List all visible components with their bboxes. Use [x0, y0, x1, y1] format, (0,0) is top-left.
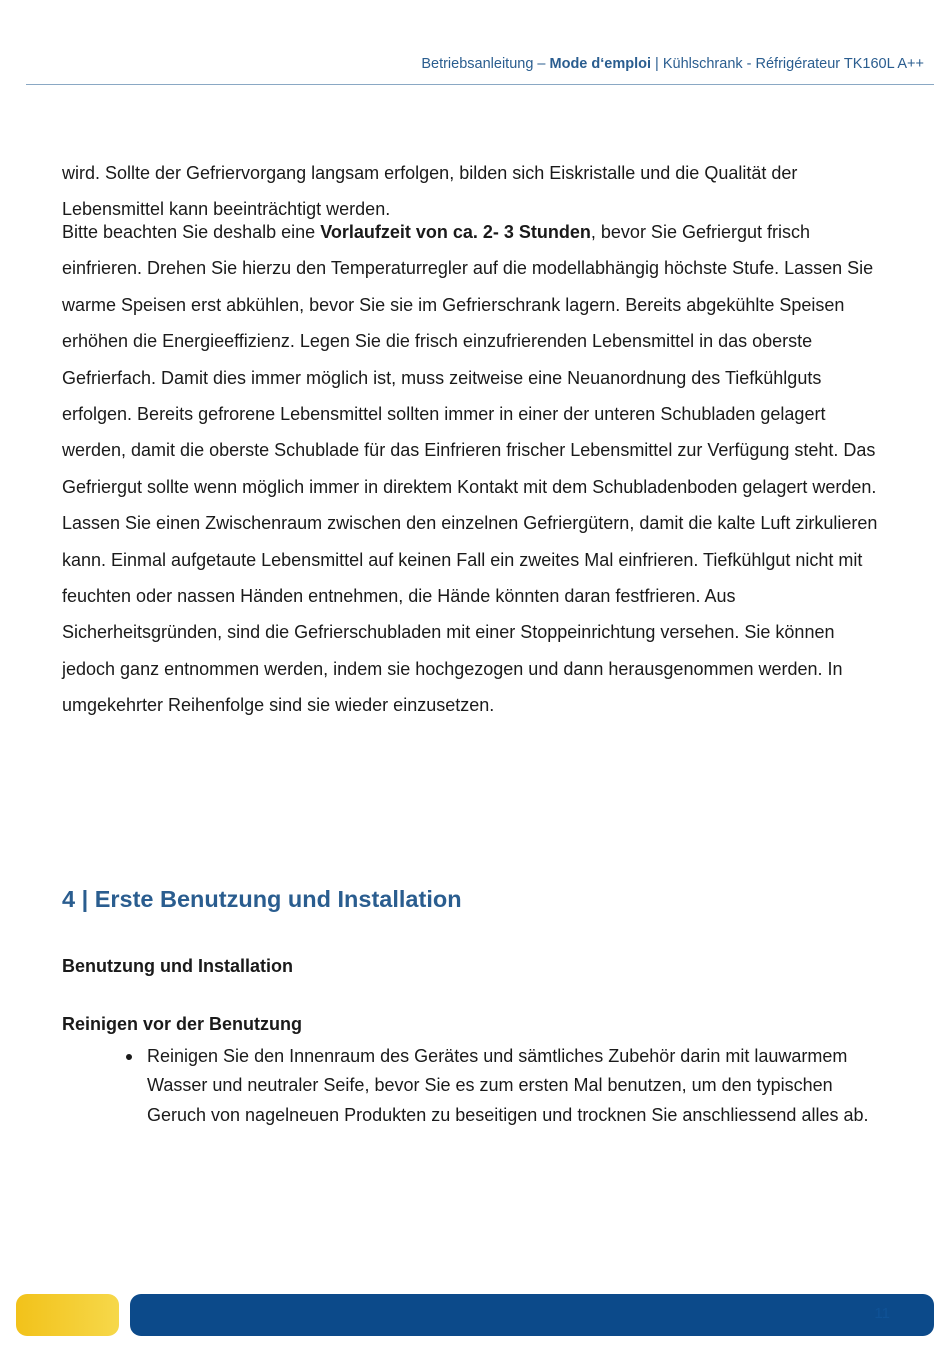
bullet-list — [122, 1042, 882, 1130]
body-paragraph-1: wird. Sollte der Gefriervorgang langsam erfolgen, bilden sich Eiskristalle und die Qualität der Lebensmittel kann beeinträchtigt werden. — [62, 163, 798, 220]
page-number: 11 — [874, 1305, 890, 1322]
header-rule — [26, 84, 934, 85]
body-paragraph-2 — [62, 214, 892, 724]
list-item-text: Reinigen Sie den Innenraum des Gerätes und sämtliches Zubehör darin mit lauwarmem Wasser und neutraler Seife, bevor Sie es zum ersten Mal benutzen, um den typischen Geruch von nagelneuen Produkten zu beseitigen und trocknen Sie anschliessend alles ab. — [147, 1046, 869, 1125]
list-item — [122, 1042, 882, 1130]
footer-blue-bar — [130, 1294, 934, 1336]
section-heading: 4 | Erste Benutzung und Installation — [62, 886, 462, 912]
bullet-icon — [126, 1054, 132, 1060]
header-title-bold: Mode d‘emploi — [549, 56, 652, 72]
paragraph-2-rest: , bevor Sie Gefriergut frisch einfrieren. Drehen Sie hierzu den Temperaturregler auf die modellabhängig höchste Stufe. Lassen Sie warme Speisen erst abkühlen, bevor Sie sie im Gefrierschrank lagern. Bereits abgekühlte Speisen erhöhen die Energieeffizienz. Legen Sie die frisch einzufrierenden Lebensmittel in das oberste Gefrierfach. Damit dies immer möglich ist, muss zeitweise eine Neuanordnung des Tiefkühlguts erfolgen. Bereits gefrorene Lebensmittel sollten immer in einer der unteren Schubladen gelagert werden, damit die oberste Schublade für das Einfrieren frischer Lebensmittel zur Verfügung steht. Das Gefriergut sollte wenn möglich immer in direktem Kontakt mit dem Schubladenboden gelagert werden. Lassen Sie einen Zwischenraum zwischen den einzelnen Gefriergütern, damit die kalte Luft zirkulieren kann. Einmal aufgetaute Lebensmittel auf keinen Fall ein zweites Mal einfrieren. Tiefkühlgut nicht mit feuchten oder nassen Händen entnehmen, die Hände könnten daran festfrieren. Aus Sicherheitsgründen, sind die Gefrierschubladen mit einer Stoppeinrichtung versehen. Sie können jedoch ganz entnommen werden, indem sie hochgezogen und dann herausgenommen werden. In umgekehrter Reihenfolge sind sie wieder einzusetzen. — [62, 222, 878, 716]
paragraph-2-start: Bitte beachten Sie deshalb eine — [62, 222, 321, 242]
header-title-start: Betriebsanleitung – — [421, 56, 550, 72]
subheading-cleaning-before-use: Reinigen vor der Benutzung — [62, 1014, 303, 1034]
header-title-end: | Kühlschrank - Réfrigérateur TK160L A++ — [651, 56, 924, 72]
subheading-usage-installation: Benutzung und Installation — [62, 956, 293, 976]
page-header — [421, 56, 924, 72]
preheat-time-emphasis: Vorlaufzeit von ca. 2- 3 Stunden — [320, 222, 591, 242]
footer-yellow-bar — [16, 1294, 119, 1336]
